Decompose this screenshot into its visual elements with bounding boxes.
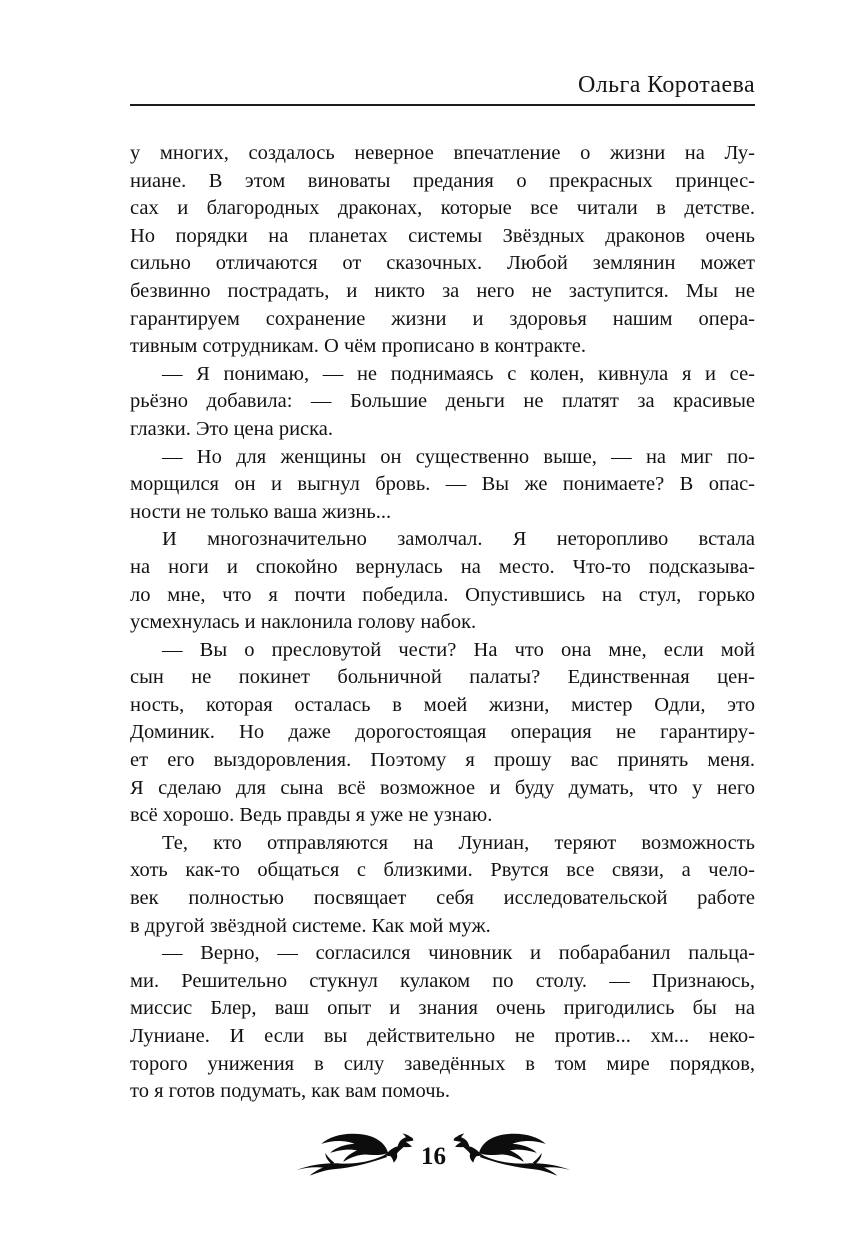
text-line: ность, которая осталась в моей жизни, мистер Одли, это	[130, 693, 755, 716]
text-line: сах и благородных драконах, которые все читали в детстве.	[130, 197, 755, 220]
text-line: глазки. Это цена риска.	[130, 417, 334, 440]
text-line: в другой звёздной системе. Как мой муж.	[130, 914, 491, 937]
text-line: безвинно пострадать, и никто за него не заступится. Мы не	[130, 279, 755, 302]
text-line: — Но для женщины он существенно выше, — на миг по-	[162, 445, 755, 468]
text-line: Луниане. И если вы действительно не против... хм... неко-	[130, 1025, 755, 1047]
page-footer	[0, 1122, 867, 1186]
text-line: Я сделаю для сына всё возможное и буду думать, что у него	[130, 776, 755, 799]
header-rule	[130, 104, 755, 106]
text-line: гарантируем сохранение жизни и здоровья нашим опера-	[130, 307, 755, 330]
text-line: морщился он и выгнул бровь. — Вы же понимаете? В опас-	[130, 473, 755, 496]
text-line: ности не только ваша жизнь...	[130, 500, 392, 523]
body-text	[130, 140, 755, 1106]
text-line: тивным сотрудникам. О чём прописано в контракте.	[130, 335, 587, 358]
text-line: сильно отличаются от сказочных. Любой землянин может	[130, 252, 755, 275]
text-line: рьёзно добавила: — Большие деньги не платят за красивые	[130, 390, 755, 413]
text-line: на ноги и спокойно вернулась на место. Что-то подсказыва-	[130, 555, 755, 578]
text-line: ниане. В этом виноваты предания о прекрасных принцес-	[130, 169, 755, 192]
text-line: Доминик. Но даже дорогостоящая операция не гарантиру-	[130, 721, 755, 744]
text-line: хоть как-то общаться с близкими. Рвутся все связи, а чело-	[130, 859, 755, 882]
text-line: торого унижения в силу заведённых в том мире порядков,	[130, 1052, 755, 1075]
text-line: ми. Решительно стукнул кулаком по столу. — Признаюсь,	[130, 969, 755, 992]
dragon-flourish-icon	[292, 1130, 414, 1179]
text-line: всё хорошо. Ведь правды я уже не узнаю.	[130, 804, 493, 827]
running-head-author: Ольга Коротаева	[578, 72, 755, 98]
text-line: — Верно, — согласился чиновник и побарабанил пальца-	[162, 942, 755, 965]
text-line: ет его выздоровления. Поэтому я прошу вас принять меня.	[130, 749, 755, 772]
text-line: Но порядки на планетах системы Звёздных драконов очень	[130, 224, 755, 247]
text-line: век полностью посвящает себя исследовательской работе	[130, 887, 755, 910]
dragon-flourish-icon	[453, 1130, 575, 1179]
text-line: ло мне, что я почти победила. Опустившись на стул, горько	[130, 583, 755, 606]
text-line: у многих, создалось неверное впечатление о жизни на Лу-	[130, 142, 755, 164]
page-number: 16	[421, 1143, 446, 1170]
text-line: миссис Блер, ваш опыт и знания очень пригодились бы на	[130, 997, 755, 1020]
text-line: то я готов подумать, как вам помочь.	[130, 1080, 450, 1103]
text-line: И многозначительно замолчал. Я неторопливо встала	[162, 528, 755, 551]
text-line: Те, кто отправляются на Луниан, теряют возможность	[162, 831, 755, 854]
text-line: — Я понимаю, — не поднимаясь с колен, кивнула я и се-	[162, 362, 755, 385]
text-line: — Вы о пресловутой чести? На что она мне, если мой	[162, 638, 755, 661]
text-line: усмехнулась и наклонила голову набок.	[130, 611, 477, 634]
text-line: сын не покинет больничной палаты? Единственная цен-	[130, 666, 755, 689]
